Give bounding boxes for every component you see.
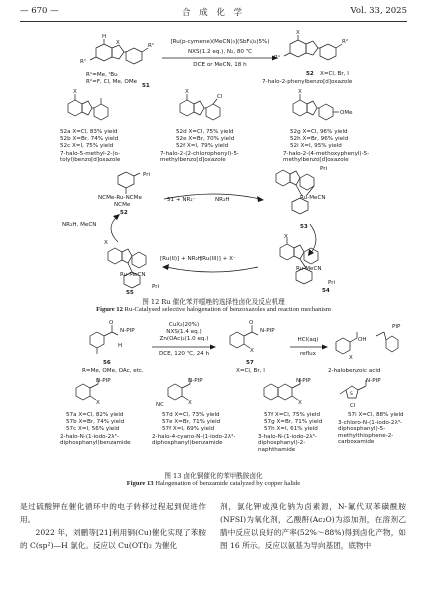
journal-title: 合 成 化 学 [181, 8, 246, 18]
benzoxazole-52-structure [274, 30, 350, 70]
yield-57c: 57c X=I, 56% yield [66, 426, 120, 432]
step-nr2h: NR₂H [215, 197, 230, 203]
name-57a-c: 2-halo-N-(1-iodo-2λ³-diphosphanyl)benzamide [60, 434, 131, 447]
pri-catalyst: Pri [143, 172, 151, 178]
product-52-halogens: X=Cl, Br, I [320, 71, 349, 77]
fig13-conditions-1: CuX₂(20%) [168, 322, 200, 328]
pip-57d: N-PIP [188, 378, 203, 384]
running-header [0, 0, 427, 24]
pri-54: Pri [328, 280, 336, 286]
hydrolysis-arrow [288, 344, 330, 350]
ru-mecn-54: Ru-MeCN [296, 266, 322, 272]
cycle-arrow-top [160, 191, 270, 205]
pip-57fg: N-PIP [296, 378, 311, 384]
compound-52-label: 52 [306, 71, 314, 77]
svg-text:O: O [249, 320, 254, 326]
figure-12-prefix: Figure 12 [96, 306, 123, 313]
conditions-line-3: DCE or MeCN, 18 h [193, 62, 247, 68]
name-57i: 3-chloro-N-(1-iodo-2λ³-diphosphanyl)-5-methylthiophene-2-carboxamide [338, 420, 403, 446]
example-52d-structure [172, 88, 232, 128]
svg-text:X: X [96, 400, 100, 406]
conditions-line-2: NXS(1.2 eq.), N₂, 80 ℃ [187, 49, 253, 55]
name-57d-f: 2-halo-4-cyano-N-(1-iodo-2λ³-diphosphanyl)benzamide [152, 434, 236, 447]
intermediate-55-label: 55 [126, 290, 134, 296]
svg-text:Cl: Cl [217, 94, 223, 100]
step-51-nr2: 51 + NR₂⁻ [167, 197, 196, 203]
name-57fg: 3-halo-N-(1-iodo-2λ³-diphosphanyl)-2-naphthamide [258, 434, 317, 453]
catalyst-ligands-1: NCMe-Ru-NCMe [98, 195, 142, 201]
yield-57g: 57g X=Br, 71% yield [264, 419, 323, 425]
compound-51-label: 51 [142, 83, 150, 89]
figure-13-caption-cn: 图 13 卤化铜催化的苯甲酰胺卤化 [164, 472, 263, 480]
ru-ii-label: [Ru(II)] + NR₂H [160, 256, 202, 262]
yield-52c: 52c X=I, 75% yield [60, 143, 114, 149]
pip-56: N-PIP [120, 328, 135, 334]
intermediate-53-structure [262, 164, 342, 224]
name-52a-c: 7-halo-5-methyl-2-(o-tolyl)benzo[d]oxazole [60, 151, 121, 164]
benzoic-acid-structure [330, 330, 370, 364]
figure-13-caption-en [0, 480, 427, 487]
r-definition-56: R=Me, OMe, OAc, etc. [82, 368, 144, 374]
svg-text:X: X [298, 400, 302, 406]
yield-52a: 52a X=Cl, 83% yield [60, 129, 118, 135]
yield-52f: 52f X=I, 79% yield [176, 143, 229, 149]
volume-info: Vol. 33, 2025 [350, 6, 407, 16]
example-52a-structure [60, 88, 120, 128]
fig13-conditions-3: Zn(OAc)₂(1.0 eq.) [159, 336, 209, 342]
yield-52h: 52h X=Br, 96% yield [290, 136, 349, 142]
svg-text:OH: OH [358, 337, 367, 343]
yield-57d: 57d X=Cl, 73% yield [162, 412, 220, 418]
ru-mecn-53: Ru-MeCN [300, 195, 326, 201]
r1-definition: R¹=Me, ᵗBu [86, 72, 118, 78]
yield-57a: 57a X=Cl, 82% yield [66, 412, 124, 418]
svg-text:X: X [188, 400, 192, 406]
svg-text:X: X [250, 348, 254, 354]
compound-57-label: 57 [246, 360, 254, 366]
page-number: — 670 — [20, 6, 59, 16]
yield-52g: 52g X=Cl, 96% yield [290, 129, 348, 135]
svg-text:X: X [73, 89, 77, 95]
svg-text:O: O [109, 320, 114, 326]
fig13-conditions-4: DCE, 120 ℃, 24 h [158, 351, 210, 357]
svg-text:R²: R² [148, 43, 155, 49]
svg-text:H: H [102, 34, 107, 40]
figure-12-caption-en [0, 306, 427, 313]
catalyst-52-label: 52 [120, 210, 128, 216]
yield-52d: 52d X=Cl, 75% yield [176, 129, 234, 135]
reaction-arrow-fig13 [150, 344, 218, 350]
figure-13-title: Halogenation of benzamide catalyzed by copper halide [155, 480, 301, 487]
svg-text:R²: R² [342, 39, 349, 45]
ru-mecn-55: Ru-MeCN [120, 272, 146, 278]
ru-iii-label: [Ru(III)] + X⁻ [200, 256, 236, 262]
x-55: X [104, 240, 108, 246]
svg-text:X: X [349, 355, 353, 361]
svg-text:NC: NC [156, 402, 164, 408]
yield-52i: 52i X=I, 95% yield [290, 143, 342, 149]
body-text-left: 是过硫酸钾在催化循环中的电子转移过程起到促进作用。 2022 年，刘鹏等[21]利用铜(Cu)催化实现了苯胺的 C(sp²)—H 氯化。反应以 Cu(OTf)₂ 为催化 [20, 502, 206, 550]
h-56: H [118, 343, 123, 349]
conditions-line-1: [Ru(p-cymene)(MeCN)₃](SbF₆)₂(5%) [170, 39, 270, 45]
header-rule [20, 21, 407, 22]
product-52-name: 7-halo-2-phenylbenzo[d]oxazole [262, 79, 353, 85]
cycle-arrow-bottom [158, 263, 268, 277]
example-52g-structure [285, 88, 355, 128]
yield-52e: 52e X=Br, 70% yield [176, 136, 235, 142]
pip-57i: N-PIP [366, 378, 381, 384]
svg-text:S: S [350, 392, 353, 397]
compound-56-label: 56 [103, 360, 111, 366]
example-57a-structure [70, 376, 120, 410]
body-text-right: 剂，氯化钾或溴化钠为卤素源，N-氟代双苯磺酰胺(NFSI)为氧化剂，乙酸酐(Ac₂O)为添加剂，在溶剂乙腈中反应以良好的产率(52%～88%)得到卤化产物，如图 16 所示。反应以氨基为导向基团，底物中 [220, 502, 406, 550]
svg-text:X: X [296, 30, 300, 36]
figure-12-title: Ru-Catalysed selective halogenation of benzoxazoles and reaction mechanism [124, 306, 331, 313]
yield-57f: 57f X=I, 69% yield [162, 426, 215, 432]
pri-55: Pri [152, 284, 160, 290]
svg-text:OMe: OMe [340, 110, 353, 116]
pip-label: PIP [392, 324, 401, 330]
pip-57: N-PIP [260, 328, 275, 334]
svg-text:Cl: Cl [350, 403, 356, 409]
r2-definition: R²=F, Cl, Me, OMe [86, 79, 138, 85]
svg-text:R¹: R¹ [80, 59, 87, 65]
intermediate-54-label: 54 [322, 288, 330, 294]
benzoxazole-51-structure [80, 34, 156, 74]
yield-57e: 57e X=Br, 71% yield [162, 419, 221, 425]
nr2h-mecn-label: NR₂H, MeCN [62, 222, 97, 228]
svg-text:X: X [185, 89, 189, 95]
yield-57h: 57h X=I, 61% yield [264, 426, 318, 432]
figure-13-prefix: Figure 13 [126, 480, 154, 487]
cycle-arrow-left [100, 214, 130, 244]
catalyst-ligands-2: NCMe [114, 202, 131, 208]
yield-57i: 57i X=Cl, 88% yield [348, 412, 404, 418]
x-54: X [284, 234, 288, 240]
acid-name: 2-halobenzoic acid [328, 368, 381, 374]
svg-text:X: X [298, 89, 302, 95]
name-52g-i: 7-halo-2-(4-methoxyphenyl)-5-methylbenzo[d]oxazole [283, 151, 370, 164]
reaction-arrow-fig12 [160, 55, 280, 61]
pip-57a: N-PIP [96, 378, 111, 384]
fig13-conditions-2: NXS(1.4 eq.) [166, 329, 202, 335]
product-57-halogens: X=Cl, Br, I [236, 368, 265, 374]
svg-text:X: X [116, 40, 120, 46]
name-52d-f: 7-halo-2-(2-chlorophenyl)-5-methylbenzo[d]oxazole [160, 151, 239, 164]
intermediate-53-label: 53 [300, 224, 308, 230]
reflux-condition: reflux [300, 351, 316, 357]
svg-text:R¹: R¹ [274, 55, 281, 61]
yield-52b: 52b X=Br, 74% yield [60, 136, 119, 142]
pri-53: Pri [320, 166, 328, 172]
hcl-condition: HCl(aq) [297, 337, 319, 343]
figure-12-caption-cn: 图 12 Ru 催化苯并噁唑的选择性卤化及反应机理 [142, 298, 285, 306]
yield-57b: 57b X=Br, 74% yield [66, 419, 125, 425]
yield-57f-2: 57f X=Cl, 75% yield [264, 412, 321, 418]
